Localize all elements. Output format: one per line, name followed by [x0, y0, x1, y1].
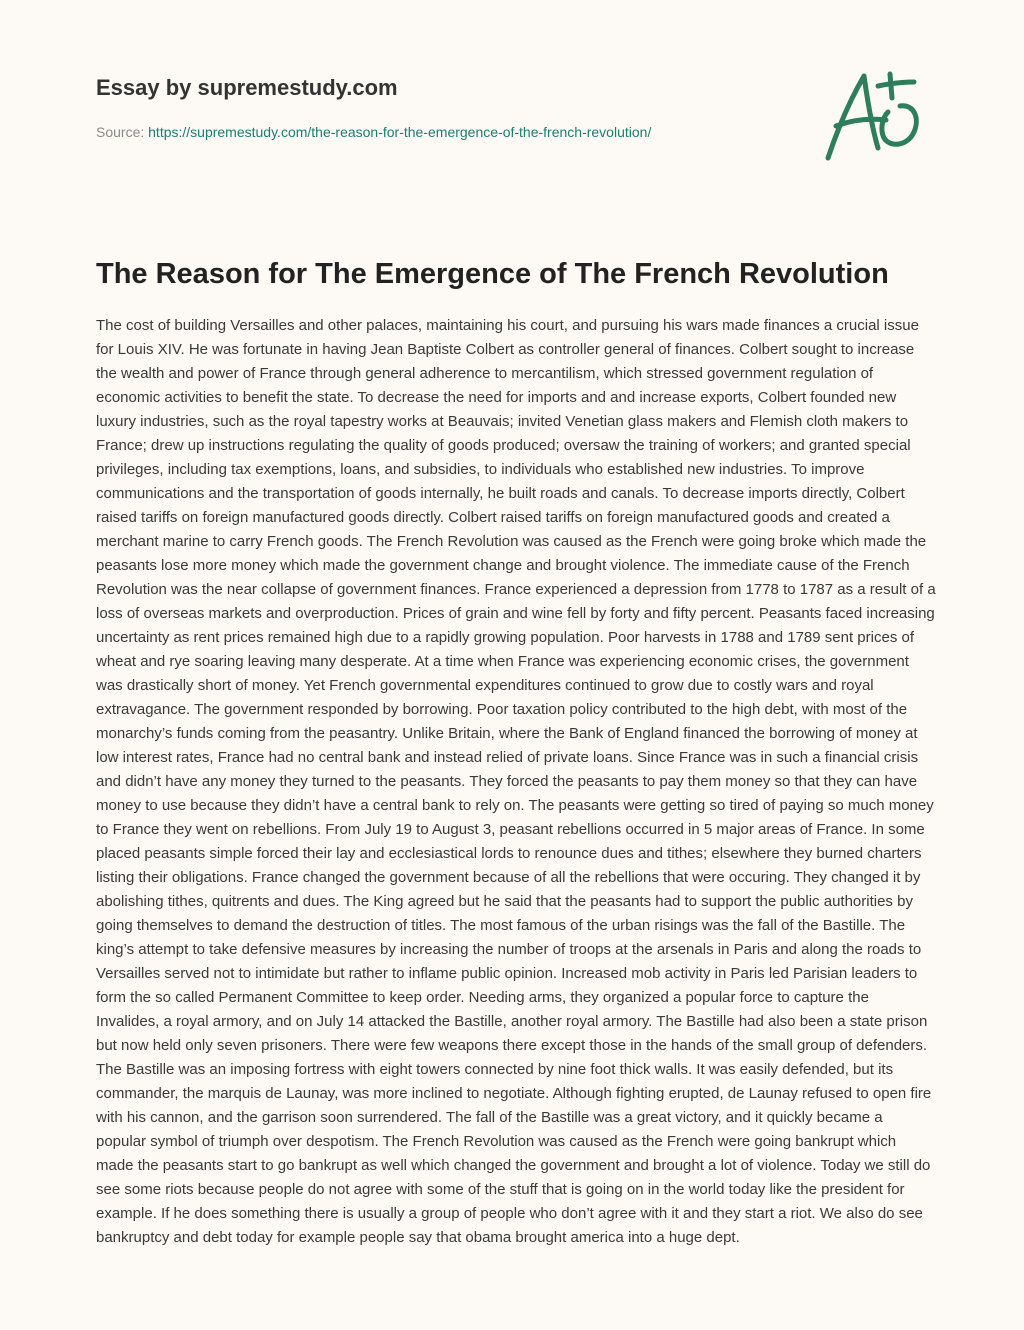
source-link[interactable]: https://supremestudy.com/the-reason-for-the-emergence-of-the-french-revolution/ [148, 124, 652, 140]
source-label: Source: [96, 124, 149, 140]
a-plus-logo-icon [820, 66, 930, 166]
page-header [96, 72, 796, 142]
essay-title: The Reason for The Emergence of The French Revolution [96, 258, 889, 290]
site-title: Essay by supremestudy.com [96, 75, 398, 100]
essay-body: The cost of building Versailles and other palaces, maintaining his court, and pursuing his wars made finances a crucial issue for Louis XIV. He was fortunate in having Jean Baptiste Colbert as controller general of finances. Colbert sought to increase the wealth and power of France through general adherence to mercantilism, which stressed government regulation of economic activities to benefit the state. To decrease the need for imports and and increase exports, Colbert founded new luxury industries, such as the royal tapestry works at Beauvais; invited Venetian glass makers and Flemish cloth makers to France; drew up instructions regulating the quality of goods produced; oversaw the training of workers; and granted special privileges, including tax exemptions, loans, and subsidies, to individuals who established new industries. To improve communications and the transportation of goods internally, he built roads and canals. To decrease imports directly, Colbert raised tariffs on foreign manufactured goods directly. Colbert raised tariffs on foreign manufactured goods and created a merchant marine to carry French goods. The French Revolution was caused as the French were going broke which made the peasants lose more money which made the government change and brought violence. The immediate cause of the French Revolution was the near collapse of government finances. France experienced a depression from 1778 to 1787 as a result of a loss of overseas markets and overproduction. Prices of grain and wine fell by forty and fifty percent. Peasants faced increasing uncertainty as rent prices remained high due to a rapidly growing population. Poor harvests in 1788 and 1789 sent prices of wheat and rye soaring leaving many desperate. At a time when France was experiencing economic crises, the government was drastically short of money. Yet French governmental expenditures continued to grow due to costly wars and royal extravagance. The government responded by borrowing. Poor taxation policy contributed to the high debt, with most of the monarchy’s funds coming from the peasantry. Unlike Britain, where the Bank of England financed the borrowing of money at low interest rates, France had no central bank and instead relied of private loans. Since France was in such a financial crisis and didn’t have any money they turned to the peasants. They forced the peasants to pay them money so that they can have money to use because they didn’t have a central bank to rely on. The peasants were getting so tired of paying so much money to France they went on rebellions. From July 19 to August 3, peasant rebellions occurred in 5 major areas of France. In some placed peasants simple forced their lay and ecclesiastical lords to renounce dues and tithes; elsewhere they burned charters listing their obligations. France changed the government because of all the rebellions that were occuring. They changed it by abolishing tithes, quitrents and dues. The King agreed but he said that the peasants had to support the public authorities by going themselves to demand the destruction of titles. The most famous of the urban risings was the fall of the Bastille. The king’s attempt to take defensive measures by increasing the number of troops at the arsenals in Paris and along the roads to Versailles served not to intimidate but rather to inflame public opinion. Increased mob activity in Paris led Parisian leaders to form the so called Permanent Committee to keep order. Needing arms, they organized a popular force to capture the Invalides, a royal armory, and on July 14 attacked the Bastille, another royal armory. The Bastille had also been a state prison but now held only seven prisoners. There were few weapons there except those in the hands of the small group of defenders. The Bastille was an imposing fortress with eight towers connected by nine foot thick walls. It was easily defended, but its commander, the marquis de Launay, was more inclined to negotiate. Although fighting erupted, de Launay refused to open fire with his cannon, and the garrison soon surrendered. The fall of the Bastille was a great victory, and it quickly became a popular symbol of triumph over despotism. The French Revolution was caused as the French were going bankrupt which made the peasants start to go bankrupt as well which changed the government and brought a lot of violence. Today we still do see some riots because people do not agree with some of the stuff that is going on in the world today like the president for example. If he does something there is usually a group of people who don’t agree with it and they start a riot. We also do see bankruptcy and debt today for example people say that obama brought america into a huge dept. [96, 317, 936, 1246]
source-line [96, 122, 796, 142]
